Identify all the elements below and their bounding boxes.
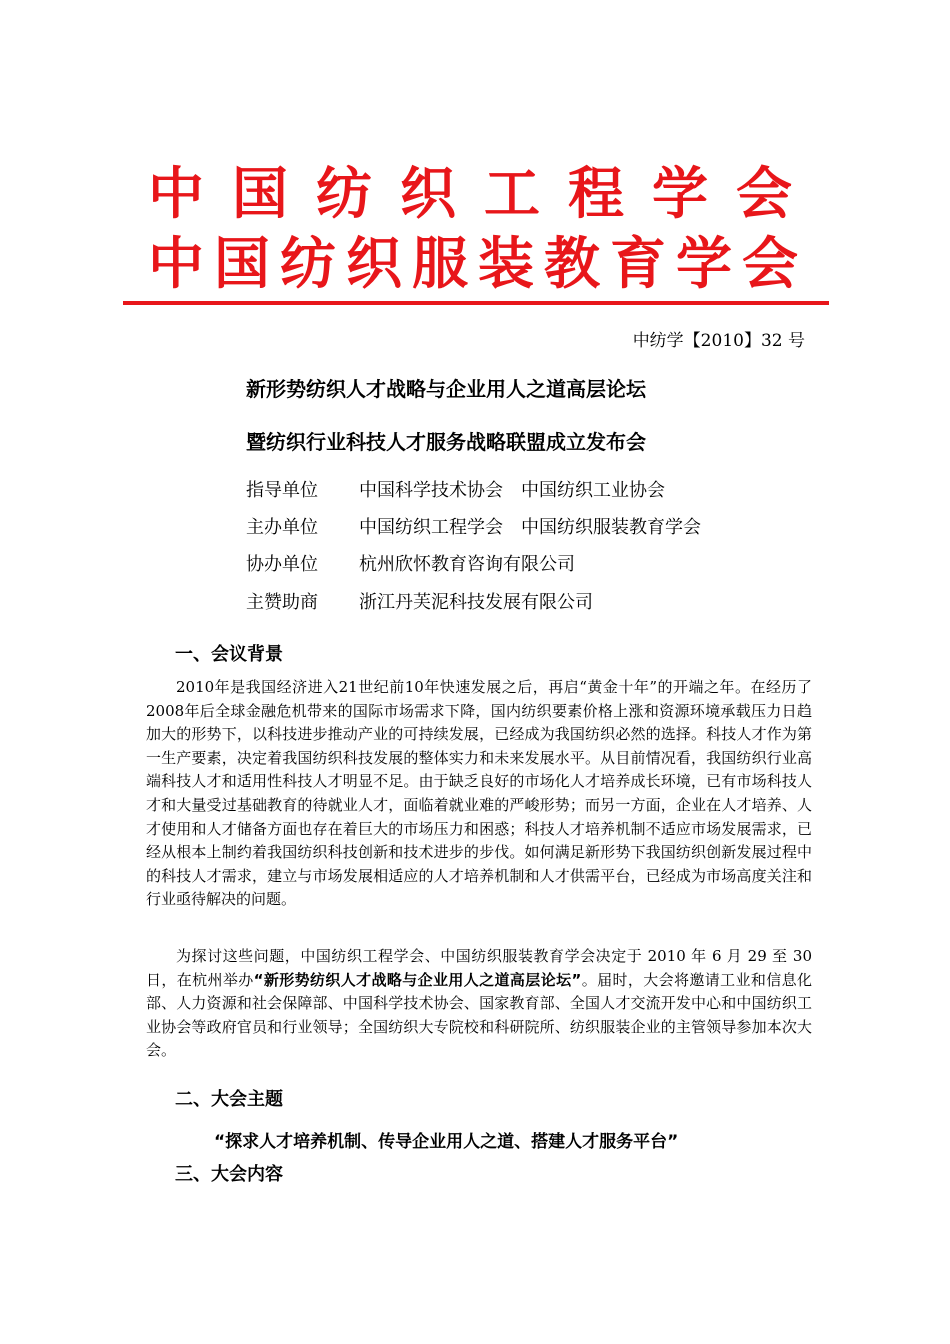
forum-title-line1: 新形势纺织人才战略与企业用人之道高层论坛: [246, 377, 646, 401]
organizer-label: 协办单位: [246, 554, 318, 575]
paragraph-text: 。届时，大会将邀请工业和信息化部、人力资源和社会保障部、中国科学技术协会、国家教育部、全国人才交流开发中心和中国纺织工业协会等政府官员和行业领导；全国纺织大专院校和科研院所、纺织服装企业的主管领导参加本次大会。: [146, 970, 812, 1060]
organizer-row: [246, 588, 593, 614]
conference-theme: “探求人才培养机制、传导企业用人之道、搭建人才服务平台”: [214, 1132, 679, 1152]
forum-title-line2: 暨纺织行业科技人才服务战略联盟成立发布会: [246, 430, 646, 454]
organizer-value: 杭州欣怀教育咨询有限公司: [359, 554, 575, 575]
org-title-line2: 中国纺织服装教育学会: [148, 232, 808, 297]
section-heading-background: 一、会议背景: [175, 644, 283, 665]
document-number: 中纺学【2010】32 号: [632, 331, 805, 351]
forum-announcement-paragraph: [146, 945, 812, 1063]
organizer-label: 指导单位: [246, 480, 318, 501]
organizer-value: 浙江丹芙泥科技发展有限公司: [359, 592, 593, 613]
organizer-row: [246, 476, 665, 502]
organizer-label: 主赞助商: [246, 592, 318, 613]
forum-name-emphasis: “新形势纺织人才战略与企业用人之道高层论坛”: [253, 970, 582, 989]
organizer-value: 中国纺织工程学会 中国纺织服装教育学会: [359, 517, 701, 538]
background-paragraph: 2010年是我国经济进入21世纪前10年快速发展之后，再启“黄金十年”的开端之年。在经历了2008年后全球金融危机带来的国际市场需求下降，国内纺织要素价格上涨和资源环境承载压力日趋加大的形势下，以科技进步推动产业的可持续发展，已经成为我国纺织必然的选择。科技人才作为第一生产要素，决定着我国纺织科技发展的整体实力和未来发展水平。从目前情况看，我国纺织行业高端科技人才和适用性科技人才明显不足。由于缺乏良好的市场化人才培养成长环境，已有市场科技人才和大量受过基础教育的待就业人才，面临着就业难的严峻形势；而另一方面，企业在人才培养、人才使用和人才储备方面也存在着巨大的市场压力和困惑；科技人才培养机制不适应市场发展需求，已经从根本上制约着我国纺织科技创新和技术进步的步伐。如何满足新形势下我国纺织创新发展过程中的科技人才需求，建立与市场发展相适应的人才培养机制和人才供需平台，已经成为市场高度关注和行业亟待解决的问题。: [146, 678, 812, 909]
header-divider: [123, 301, 829, 305]
section-heading-content: 三、大会内容: [175, 1164, 283, 1185]
org-title-line1: 中国纺织工程学会: [148, 162, 820, 227]
organizer-row: [246, 513, 701, 539]
organizer-label: 主办单位: [246, 517, 318, 538]
section-heading-theme: 二、大会主题: [175, 1089, 283, 1110]
organizer-row: [246, 550, 575, 576]
organizer-value: 中国科学技术协会 中国纺织工业协会: [359, 480, 665, 501]
paragraph-text: 为探讨这些问题，中国纺织工程学会、中国纺织服装教育学会决定于 2010 年 6 月 29 至 30 日，在杭州举办: [146, 947, 812, 989]
